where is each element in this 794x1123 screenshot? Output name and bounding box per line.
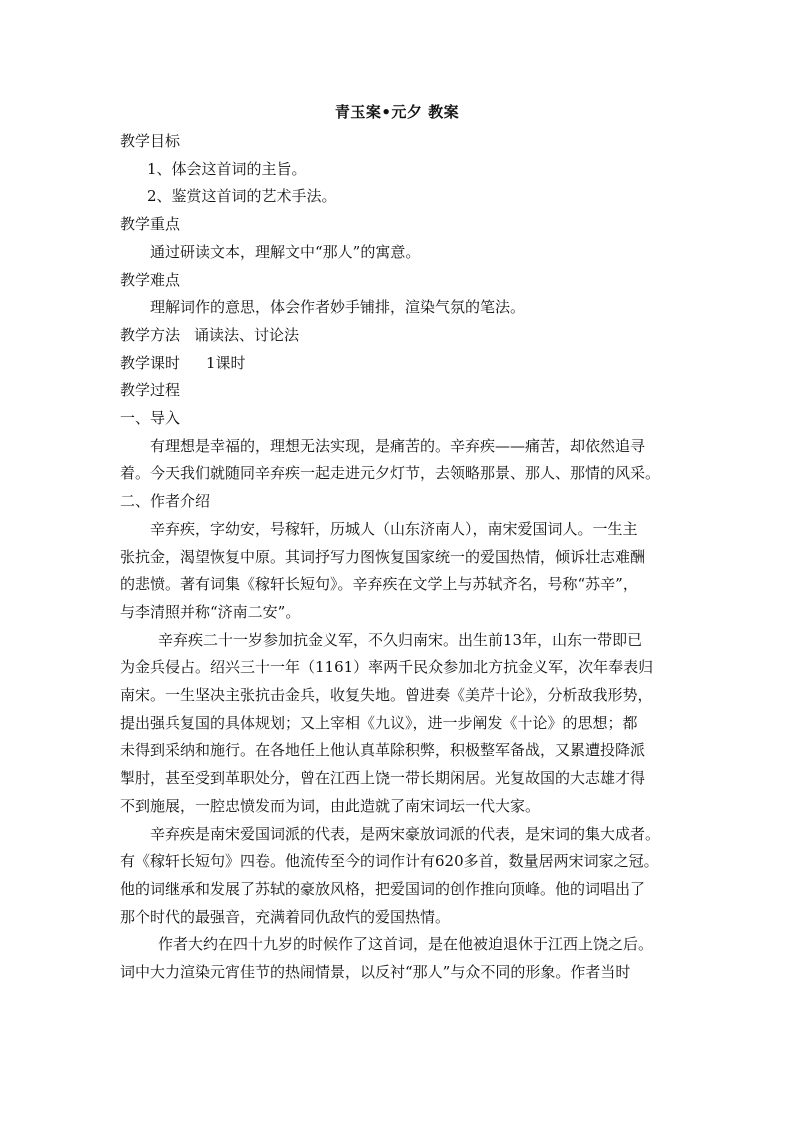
section-introduction-title: 一、导入 <box>120 409 181 428</box>
author-paragraph-4-line-1: 作者大约在四十九岁的时候作了这首词，是在他被迫退休于江西上饶之后。 <box>158 935 654 954</box>
heading-teaching-key-points: 教学重点 <box>120 215 181 234</box>
author-paragraph-2-line-2: 为金兵侵占。绍兴三十一年（1161）率两千民众参加北方抗金义军，次年奉表归 <box>120 658 654 677</box>
key-points-text: 通过研读文本，理解文中“那人”的寓意。 <box>150 242 421 261</box>
difficulties-text: 理解词作的意思，体会作者妙手铺排，渲染气氛的笔法。 <box>150 298 526 317</box>
class-hours-label: 教学课时 <box>120 353 181 372</box>
author-paragraph-1-line-1: 辛弃疾，字幼安，号稼轩，历城人（山东济南人），南宋爱国词人。一生主 <box>150 519 638 538</box>
heading-teaching-process: 教学过程 <box>120 381 181 400</box>
document-title: 青玉案•元夕 教案 <box>334 103 460 121</box>
author-paragraph-2-line-7: 不到施展，一腔忠愤发而为词，由此造就了南宋词坛一代大家。 <box>120 796 541 815</box>
goal-item-1: 1、体会这首词的主旨。 <box>147 159 307 178</box>
author-paragraph-2-line-3: 南宋。一生坚决主张抗击金兵，收复失地。曾进奏《美芹十论》，分析敌我形势， <box>120 686 653 705</box>
author-paragraph-2-line-1: 辛弃疾二十一岁参加抗金义军，不久归南宋。出生前13年，山东一带即已 <box>158 630 643 649</box>
heading-teaching-difficulties: 教学难点 <box>120 270 181 289</box>
author-paragraph-3-line-1: 辛弃疾是南宋爱国词派的代表，是两宋豪放词派的代表，是宋词的集大成者。 <box>150 824 661 843</box>
author-paragraph-2-line-5: 未得到采纳和施行。在各地任上他认真革除积弊，积极整军备战，又累遭投降派 <box>120 741 646 760</box>
author-paragraph-3-line-4: 那个时代的最强音，充满着同仇敌忾的爱国热情。 <box>120 907 451 926</box>
class-hours-line <box>120 350 690 378</box>
author-paragraph-2-line-6: 掣肘，甚至受到革职处分，曾在江西上饶一带长期闲居。光复故国的大志雄才得 <box>120 769 646 788</box>
class-hours-value: 1课时 <box>206 353 246 372</box>
author-paragraph-3-line-2: 有《稼轩长短句》四卷。他流传至今的词作计有620多首，数量居两宋词家之冠。 <box>120 852 659 871</box>
teaching-method-label: 教学方法 <box>120 325 181 344</box>
intro-paragraph-line-1: 有理想是幸福的，理想无法实现，是痛苦的。辛弃疾——痛苦，却依然追寻 <box>150 436 646 455</box>
teaching-method-line <box>120 322 690 350</box>
section-author-title: 二、作者介绍 <box>120 492 211 511</box>
author-paragraph-3-line-3: 他的词继承和发展了苏轼的豪放风格，把爱国词的创作推向顶峰。他的词唱出了 <box>120 879 646 898</box>
author-paragraph-2-line-4: 提出强兵复国的具体规划；又上宰相《九议》，进一步阐发《十论》的思想；都 <box>120 713 638 732</box>
document-body <box>120 128 690 987</box>
goal-item-2: 2、鉴赏这首词的艺术手法。 <box>147 187 337 206</box>
heading-teaching-goals: 教学目标 <box>120 132 181 150</box>
author-paragraph-1-line-2: 张抗金，渴望恢复中原。其词抒写力图恢复国家统一的爱国热情，倾诉壮志难酬 <box>120 547 646 566</box>
author-paragraph-1-line-4: 与李清照并称“济南二安”。 <box>120 602 301 621</box>
teaching-method-value: 诵读法、讨论法 <box>194 325 300 344</box>
author-paragraph-4-line-2: 词中大力渲染元宵佳节的热闹情景，以反衬“那人”与众不同的形象。作者当时 <box>120 963 631 982</box>
intro-paragraph-line-2: 着。今天我们就随同辛弃疾一起走进元夕灯节，去领略那景、那人、那情的风采。 <box>120 464 661 483</box>
author-paragraph-1-line-3: 的悲愤。著有词集《稼轩长短句》。辛弃疾在文学上与苏轼齐名，号称“苏辛”， <box>120 575 638 594</box>
